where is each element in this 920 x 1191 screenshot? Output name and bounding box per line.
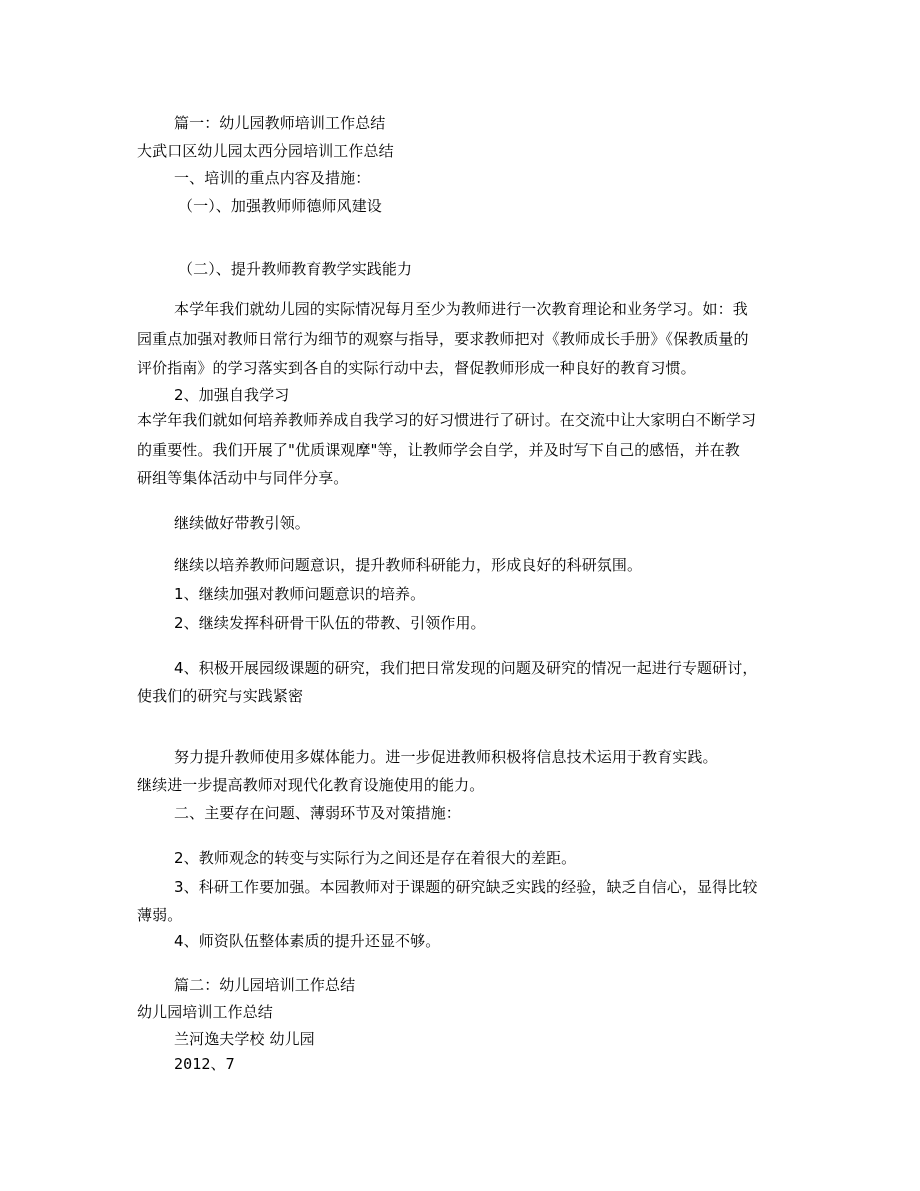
paragraph-line: 努力提升教师使用多媒体能力。进一步促进教师积极将信息技术运用于教育实践。	[174, 748, 718, 766]
paragraph-line: 的重要性。我们开展了"优质课观摩"等，让教师学会自学，并及时写下自己的感悟，并在教	[137, 441, 740, 459]
list-item: 2、教师观念的转变与实际行为之间还是存在着很大的差距。	[174, 849, 577, 867]
paragraph-line: 使我们的研究与实践紧密	[137, 687, 304, 705]
list-item: 2、继续发挥科研骨干队伍的带教、引领作用。	[174, 614, 486, 632]
list-item: 3、科研工作要加强。本园教师对于课题的研究缺乏实践的经验，缺乏自信心，显得比较	[174, 878, 758, 896]
paragraph-line: 研组等集体活动中与同伴分享。	[137, 469, 349, 487]
document-date: 2012、7	[174, 1055, 235, 1073]
subheading-training-focus: 一、培训的重点内容及措施：	[174, 169, 371, 187]
section-title-2: 幼儿园培训工作总结	[137, 1003, 273, 1021]
document-title: 大武口区幼儿园太西分园培训工作总结	[137, 142, 394, 160]
list-item: 1、继续加强对教师问题意识的培养。	[174, 585, 426, 603]
paragraph-line: 评价指南》的学习落实到各自的实际行动中去，督促教师形成一种良好的教育习惯。	[137, 359, 696, 377]
paragraph-line: 继续进一步提高教师对现代化教育设施使用的能力。	[137, 776, 485, 794]
paragraph-line: 园重点加强对教师日常行为细节的观察与指导，要求教师把对《教师成长手册》《保教质量的	[137, 330, 749, 348]
paragraph-line: 继续做好带教引领。	[174, 514, 310, 532]
subheading-ethics: （一）、加强教师师德师风建设	[178, 197, 382, 215]
list-item: 4、师资队伍整体素质的提升还显不够。	[174, 932, 441, 950]
subheading-practice: （二）、提升教师教育教学实践能力	[178, 260, 413, 278]
paragraph-line: 继续以培养教师问题意识，提升教师科研能力，形成良好的科研氛围。	[174, 556, 643, 574]
list-item: 2、加强自我学习	[174, 386, 290, 404]
section-heading-1: 篇一：幼儿园教师培训工作总结	[174, 114, 386, 132]
school-name: 兰河逸夫学校 幼儿园	[174, 1030, 315, 1048]
section-heading-2: 篇二：幼儿园培训工作总结	[174, 976, 356, 994]
paragraph-line: 本学年我们就如何培养教师养成自我学习的好习惯进行了研讨。在交流中让大家明白不断学习	[137, 411, 757, 429]
paragraph-line: 薄弱。	[137, 906, 183, 924]
subheading-problems: 二、主要存在问题、薄弱环节及对策措施：	[174, 804, 461, 822]
list-item: 4、积极开展园级课题的研究，我们把日常发现的问题及研究的情况一起进行专题研讨，	[174, 659, 758, 677]
paragraph-line: 本学年我们就幼儿园的实际情况每月至少为教师进行一次教育理论和业务学习。如：我	[174, 300, 748, 318]
